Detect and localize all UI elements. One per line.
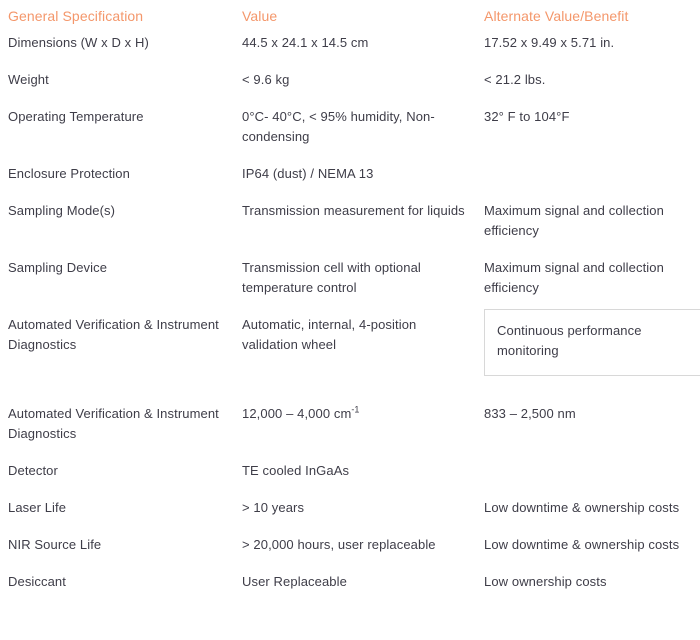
benefit-box (484, 33, 700, 53)
spec-label: Sampling Device (8, 260, 108, 275)
benefit-cell (484, 404, 700, 424)
table-row (8, 201, 700, 241)
col-header-alternate-value-benefit: Alternate Value/Benefit (484, 8, 629, 24)
spec-label: Sampling Mode(s) (8, 203, 116, 218)
table-row (8, 404, 700, 444)
benefit-label: 32° F to 104°F (484, 109, 570, 124)
value-label: > 10 years (242, 500, 305, 515)
table-row (8, 572, 700, 592)
table-row (8, 70, 700, 90)
benefit-label: 17.52 x 9.49 x 5.71 in. (484, 35, 615, 50)
benefit-label: Maximum signal and collection efficiency (484, 203, 664, 238)
value-cell (242, 535, 484, 555)
table-row (8, 164, 700, 184)
benefit-box (484, 201, 700, 241)
table-header-row (8, 9, 700, 23)
benefit-box (484, 258, 700, 298)
benefit-label: Low downtime & ownership costs (484, 537, 680, 552)
value-cell (242, 572, 484, 592)
spec-cell (8, 461, 242, 481)
value-label: 44.5 x 24.1 x 14.5 cm (242, 35, 369, 50)
benefit-box (484, 70, 700, 90)
table-row (8, 107, 700, 147)
table-row (8, 498, 700, 518)
value-cell (242, 315, 484, 355)
value-label: Automatic, internal, 4-position validation wheel (242, 317, 417, 352)
spec-cell (8, 498, 242, 518)
benefit-box (484, 404, 700, 424)
value-cell (242, 107, 484, 147)
benefit-cell (484, 498, 700, 518)
value-cell (242, 498, 484, 518)
spec-label: Desiccant (8, 574, 66, 589)
value-label: User Replaceable (242, 574, 347, 589)
table-row (8, 461, 700, 481)
col-header-general-specification: General Specification (8, 8, 144, 24)
spec-label: Laser Life (8, 500, 67, 515)
benefit-box (484, 309, 700, 376)
value-cell (242, 164, 484, 184)
benefit-label: Low ownership costs (484, 574, 607, 589)
spec-label: Operating Temperature (8, 109, 144, 124)
spec-cell (8, 404, 242, 444)
value-label: 12,000 – 4,000 cm (242, 406, 352, 421)
spec-label: Enclosure Protection (8, 166, 130, 181)
spec-cell (8, 535, 242, 555)
spec-cell (8, 572, 242, 592)
spec-label: Weight (8, 72, 49, 87)
spec-label: NIR Source Life (8, 537, 102, 552)
value-label: Transmission cell with optional temperature control (242, 260, 421, 295)
spec-cell (8, 201, 242, 221)
benefit-cell (484, 107, 700, 127)
benefit-label: 833 – 2,500 nm (484, 406, 576, 421)
spec-label: Automated Verification & Instrument Diagnostics (8, 317, 219, 352)
benefit-cell (484, 70, 700, 90)
benefit-box (484, 572, 700, 592)
benefit-label: < 21.2 lbs. (484, 72, 546, 87)
value-superscript: -1 (351, 404, 360, 415)
table-row (8, 535, 700, 555)
benefit-label: Maximum signal and collection efficiency (484, 260, 664, 295)
benefit-box (484, 498, 700, 518)
spec-cell (8, 33, 242, 53)
benefit-cell (484, 535, 700, 555)
value-label: 0°C- 40°C, < 95% humidity, Non-condensing (242, 109, 435, 144)
value-label: > 20,000 hours, user replaceable (242, 537, 436, 552)
value-cell (242, 33, 484, 53)
spec-label: Dimensions (W x D x H) (8, 35, 149, 50)
value-cell (242, 201, 484, 221)
benefit-box (484, 535, 700, 555)
value-cell (242, 404, 484, 424)
benefit-label: Continuous performance monitoring (497, 323, 642, 358)
spec-label: Detector (8, 463, 58, 478)
spec-label: Automated Verification & Instrument Diagnostics (8, 406, 219, 441)
spec-cell (8, 70, 242, 90)
spec-cell (8, 258, 242, 278)
benefit-cell (484, 33, 700, 53)
value-cell (242, 258, 484, 298)
table-body (8, 33, 700, 592)
table-row (8, 315, 700, 376)
table-row (8, 258, 700, 298)
value-label: < 9.6 kg (242, 72, 290, 87)
spec-cell (8, 164, 242, 184)
spec-cell (8, 315, 242, 355)
col-header-value: Value (242, 8, 278, 24)
table-row (8, 33, 700, 53)
benefit-label: Low downtime & ownership costs (484, 500, 680, 515)
value-cell (242, 461, 484, 481)
value-cell (242, 70, 484, 90)
benefit-cell (484, 315, 700, 376)
spec-cell (8, 107, 242, 127)
benefit-cell (484, 201, 700, 241)
value-label: Transmission measurement for liquids (242, 203, 465, 218)
benefit-cell (484, 572, 700, 592)
value-label: TE cooled InGaAs (242, 463, 350, 478)
benefit-box (484, 107, 700, 127)
benefit-cell (484, 258, 700, 298)
value-label: IP64 (dust) / NEMA 13 (242, 166, 374, 181)
